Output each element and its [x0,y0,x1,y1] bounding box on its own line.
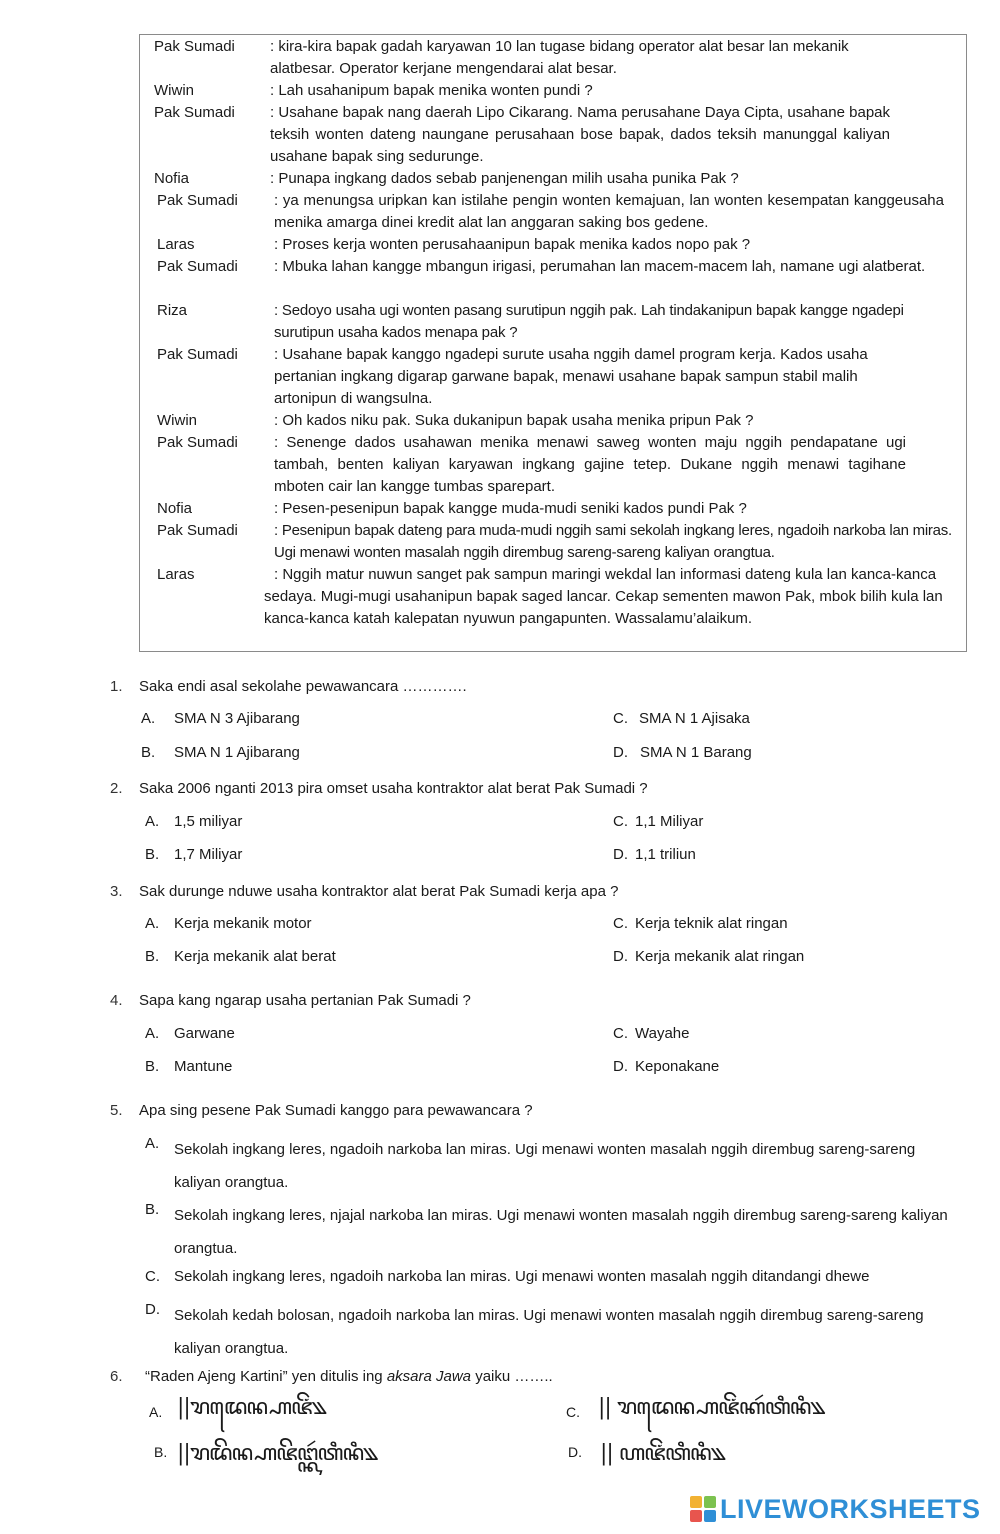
question-number: 1. [110,678,123,695]
option-letter: B. [145,846,160,863]
option-letter: B. [145,948,160,965]
option-letter: A. [145,1135,160,1152]
question-number: 4. [110,992,123,1009]
dialogue-speaker: Pak Sumadi [157,522,238,539]
option-letter: C. [566,1404,580,1420]
option-text[interactable]: Kerja teknik alat ringan [635,915,788,932]
question-number: 5. [110,1102,123,1119]
question-number: 6. [110,1368,123,1385]
dialogue-speaker: Riza [157,302,188,319]
question-number: 3. [110,883,123,900]
dialogue-speaker: Pak Sumadi [154,38,235,55]
option-text[interactable]: SMA N 1 Barang [640,744,752,761]
option-letter: A. [141,710,156,727]
option-letter: A. [149,1404,163,1420]
option-text[interactable]: Kerja mekanik alat ringan [635,948,805,965]
option-text[interactable]: SMA N 1 Ajisaka [639,710,750,727]
question-text: Sapa kang ngarap usaha pertanian Pak Sumadi ? [139,992,471,1009]
option-letter: A. [145,813,160,830]
javanese-script-option-a[interactable]: ||ꦫꦢꦺꦤ꧀ꦲꦗꦼꦁ꧉ [177,1395,326,1420]
option-text[interactable]: 1,7 Miliyar [174,846,243,863]
liveworksheets-icon [690,1496,716,1522]
question-text: Saka 2006 nganti 2013 pira omset usaha kontraktor alat berat Pak Sumadi ? [139,780,648,797]
option-letter: B. [141,744,156,761]
dialogue-speaker: Pak Sumadi [157,192,238,209]
option-letter: D. [613,948,628,965]
dialogue-speaker: Wiwin [157,412,197,429]
dialogue-speaker: Pak Sumadi [154,104,235,121]
dialogue-text: : ya menungsa uripkan kan istilahe pengin wonten kemajuan, lan wonten kesempatan kanggeusaha menika amarga dinei kredit alat lan anggaran saking bos gedene. [274,192,944,231]
dialogue-text: : kira-kira bapak gadah karyawan 10 lan tugase bidang operator alat besar lan mekanik alatbesar. Operator kerjane mengendarai alat besar. [270,38,849,77]
option-letter: B. [154,1444,168,1460]
option-letter: D. [613,1058,628,1075]
option-letter: C. [613,813,628,830]
option-text[interactable]: Kerja mekanik alat berat [174,948,336,965]
dialogue-text: : Pesenipun bapak dateng para muda-mudi nggih sami sekolah ingkang leres, ngadoih narkoba lan miras. Ugi menawi wonten masalah nggih dirembug sareng-sareng kaliyan orangtua. [274,522,952,561]
option-letter: A. [145,1025,160,1042]
option-text[interactable]: Garwane [174,1025,235,1042]
brand-name: LIVEWORKSHEETS [720,1493,981,1524]
question-text: Apa sing pesene Pak Sumadi kanggo para pewawancara ? [139,1102,533,1119]
option-letter: C. [613,915,628,932]
option-letter: D. [145,1301,160,1318]
option-letter: B. [145,1201,160,1218]
dialogue-speaker: Laras [157,566,195,583]
dialogue-text: : Usahane bapak nang daerah Lipo Cikarang. Nama perusahane Daya Cipta, usahane bapak teksih wonten dateng naungane perusahaan bose bapak, dados teksih manunggal kaliyan usahane bapak sing sedurunge. [270,104,890,165]
option-text[interactable]: Wayahe [635,1025,690,1042]
dialogue-text: : Oh kados niku pak. Suka dukanipun bapak usaha menika pripun Pak ? [274,412,754,429]
dialogue-text: : Senenge dados usahawan menika menawi saweg wonten maju nggih pendapatane ugi tambah, benten kaliyan karyawan ingkang gajine tetep. Dukane nggih menawi tagihane mboten cair lan kangge tumbas sparepart. [274,434,906,495]
option-text[interactable]: 1,1 Miliyar [635,813,704,830]
question-text: Saka endi asal sekolahe pewawancara …………. [139,678,467,695]
question-text: “Raden Ajeng Kartini” yen ditulis ing aksara Jawa yaiku …….. [145,1368,553,1385]
option-text[interactable]: 1,1 triliun [635,846,696,863]
dialogue-text: : Lah usahanipum bapak menika wonten pundi ? [270,82,593,99]
option-letter: D. [568,1444,582,1460]
question-text: Sak durunge nduwe usaha kontraktor alat berat Pak Sumadi kerja apa ? [139,883,619,900]
dialogue-speaker: Pak Sumadi [157,346,238,363]
javanese-script-option-c[interactable]: || ꦫꦢꦺꦤ꧀ꦲꦗꦼꦁꦏꦂꦠꦶꦤꦶ꧉ [598,1395,825,1420]
option-text[interactable]: 1,5 miliyar [174,813,243,830]
javanese-script-option-b[interactable]: ||ꦫꦢꦼꦤ꧀ꦲꦗꦼꦔ꧀ꦏꦂꦠꦶꦤꦶ꧉ [177,1441,378,1466]
dialogue-text: : Proses kerja wonten perusahaanipun bapak menika kados nopo pak ? [274,236,751,253]
dialogue-text: : Sedoyo usaha ugi wonten pasang surutipun nggih pak. Lah tindakanipun bapak kangge ngadepi surutipun usaha kados menapa pak ? [274,302,904,341]
option-text[interactable]: Keponakane [635,1058,720,1075]
option-text[interactable]: Mantune [174,1058,233,1075]
dialogue-text: : Nggih matur nuwun sanget pak sampun maringi wekdal lan informasi dateng kula lan kanca-kanca sedaya. Mugi-mugi usahanipun bapak saged lancar. Cekap sementen mawon Pak, mbok bilih kula lan kanca-kanca katah kalepatan nyuwun pangapunten. Wassalamu’alaikum. [264,566,943,627]
option-letter: D. [613,846,628,863]
option-letter: C. [613,710,628,727]
option-text[interactable]: Sekolah ingkang leres, ngadoih narkoba lan miras. Ugi menawi wonten masalah nggih dirembug sareng-sareng kaliyan orangtua. [174,1141,916,1191]
option-letter: A. [145,915,160,932]
dialogue-speaker: Wiwin [154,82,194,99]
option-letter: D. [613,744,628,761]
dialogue-speaker: Laras [157,236,195,253]
dialogue-text: : Punapa ingkang dados sebab panjenengan milih usaha punika Pak ? [270,170,739,187]
dialogue-speaker: Pak Sumadi [157,258,238,275]
dialogue-speaker: Pak Sumadi [157,434,238,451]
dialogue-text: : Mbuka lahan kangge mbangun irigasi, perumahan lan macem-macem lah, namane ugi alatberat. [274,258,926,275]
option-text[interactable]: SMA N 3 Ajibarang [174,710,300,727]
javanese-script-option-d[interactable]: || ꦲꦗꦼꦁꦠꦶꦤꦶ꧉ [600,1441,725,1466]
question-number: 2. [110,780,123,797]
option-text[interactable]: SMA N 1 Ajibarang [174,744,300,761]
dialogue-speaker: Nofia [154,170,190,187]
option-letter: C. [145,1268,160,1285]
option-text[interactable]: Sekolah ingkang leres, ngadoih narkoba lan miras. Ugi menawi wonten masalah nggih ditandangi dhewe [174,1268,870,1285]
option-letter: C. [613,1025,628,1042]
dialogue-speaker: Nofia [157,500,193,517]
option-letter: B. [145,1058,160,1075]
liveworksheets-logo [690,1492,981,1526]
option-text[interactable]: Sekolah ingkang leres, njajal narkoba lan miras. Ugi menawi wonten masalah nggih dirembug sareng-sareng kaliyan orangtua. [174,1207,948,1257]
option-text[interactable]: Kerja mekanik motor [174,915,312,932]
option-text[interactable]: Sekolah kedah bolosan, ngadoih narkoba lan miras. Ugi menawi wonten masalah nggih dirembug sareng-sareng kaliyan orangtua. [174,1307,924,1357]
dialogue-text: : Pesen-pesenipun bapak kangge muda-mudi seniki kados pundi Pak ? [274,500,747,517]
dialogue-text: : Usahane bapak kanggo ngadepi surute usaha nggih damel program kerja. Kados usaha pertanian ingkang digarap garwane bapak, menawi usahane bapak sampun stabil malih artonipun di wangsulna. [274,346,868,407]
